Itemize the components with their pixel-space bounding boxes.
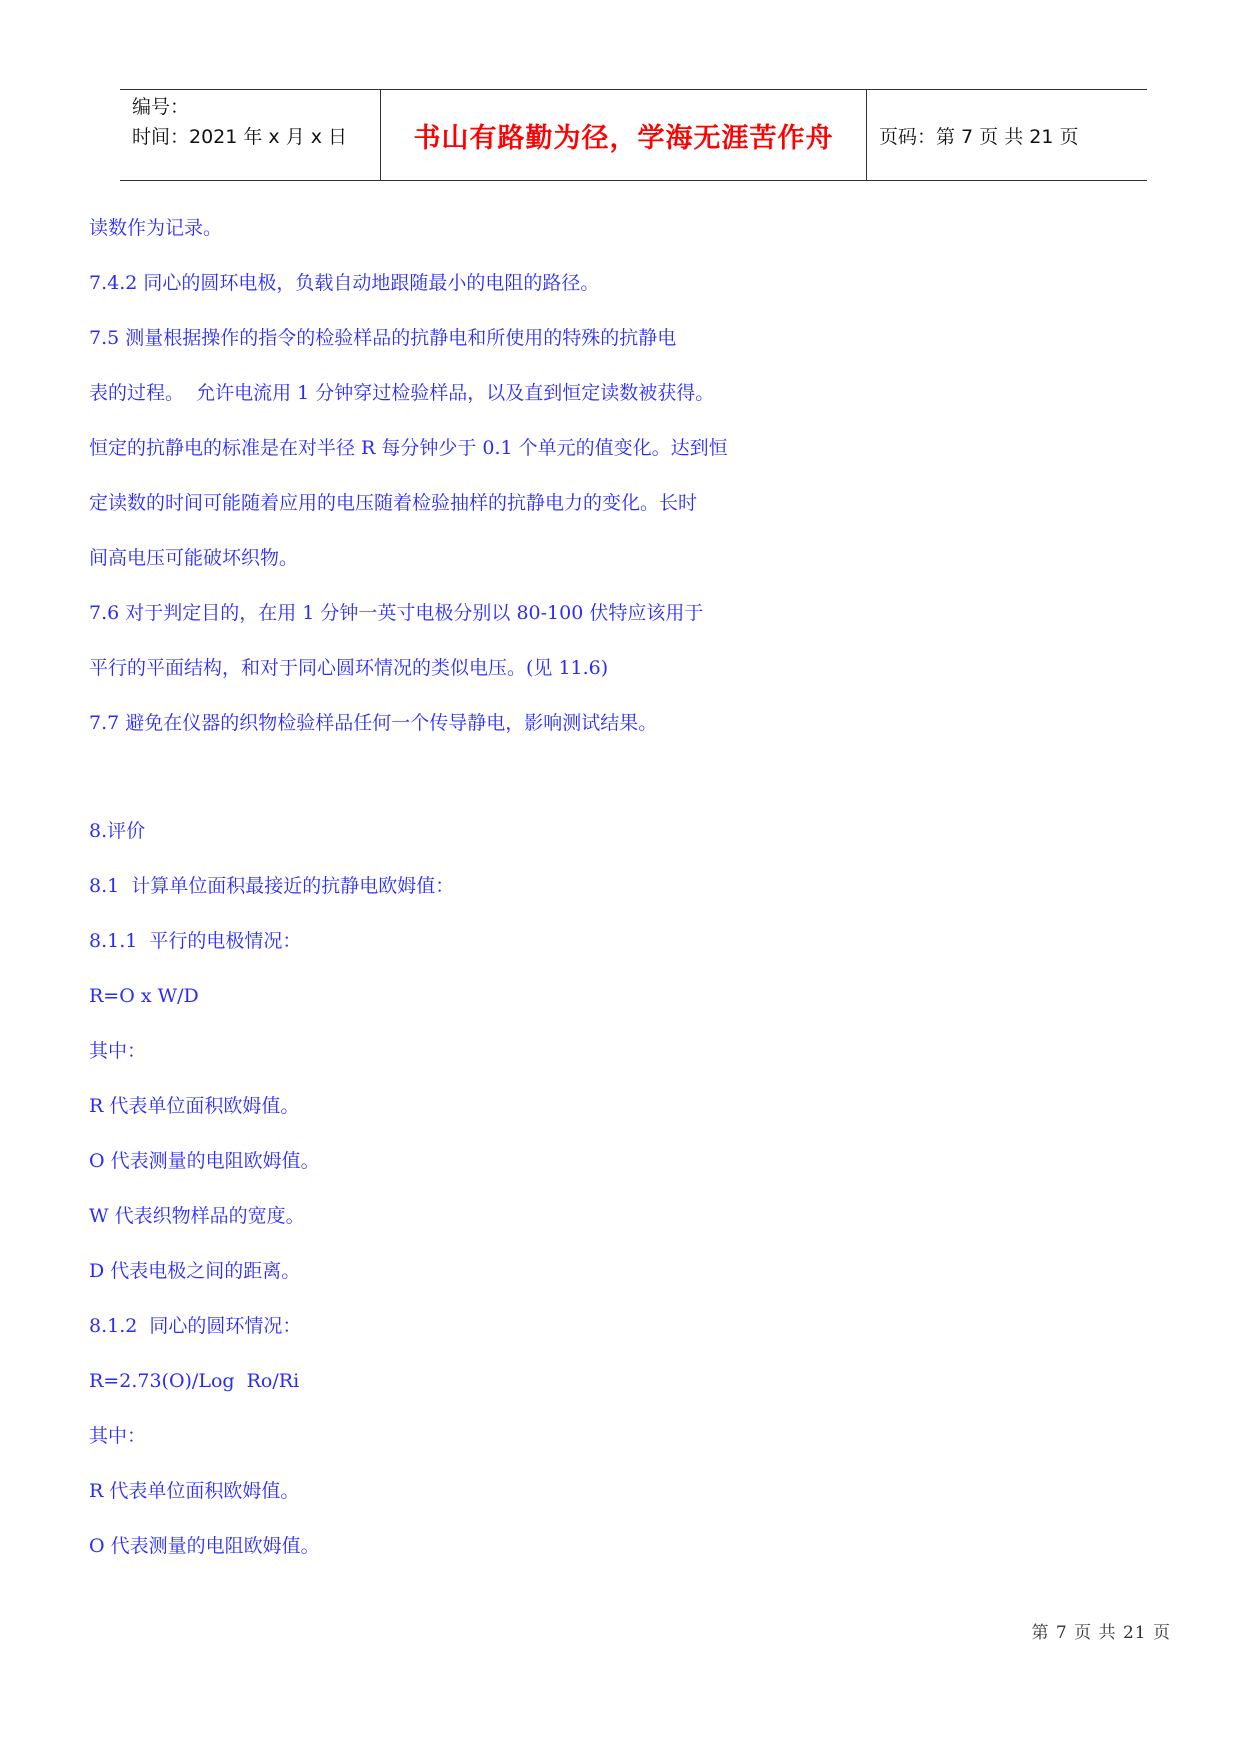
body-line: 间高电压可能破坏织物。 (89, 547, 299, 569)
body-line: 读数作为记录。 (89, 217, 223, 239)
body-line: O 代表测量的电阻欧姆值。 (89, 1150, 320, 1172)
header-motto-cell (380, 90, 867, 180)
body-line: 定读数的时间可能随着应用的电压随着检验抽样的抗静电力的变化。长时 (89, 492, 698, 514)
document-number-label: 编号： (132, 96, 190, 118)
page-footer: 第 7 页 共 21 页 (1031, 1623, 1171, 1643)
header-motto: 书山有路勤为径，学海无涯苦作舟 (413, 122, 834, 154)
body-line: 8.1.1 平行的电极情况： (89, 930, 302, 952)
body-line: R 代表单位面积欧姆值。 (89, 1480, 300, 1502)
document-body (89, 213, 1149, 1586)
page-header (120, 89, 1147, 181)
section-heading: 8.评价 (89, 820, 146, 842)
header-info (120, 90, 380, 180)
body-line: W 代表织物样品的宽度。 (89, 1205, 305, 1227)
body-line: 恒定的抗静电的标准是在对半径 R 每分钟少于 0.1 个单元的值变化。达到恒 (89, 437, 728, 459)
body-line: 平行的平面结构，和对于同心圆环情况的类似电压。(见 11.6) (89, 657, 609, 679)
body-line: 7.4.2 同心的圆环电极，负载自动地跟随最小的电阻的路径。 (89, 272, 600, 294)
body-line: D 代表电极之间的距离。 (89, 1260, 301, 1282)
header-page-code-cell (867, 90, 1147, 180)
paragraph-gap (89, 763, 1149, 816)
header-page-code: 页码：第 7 页 共 21 页 (879, 125, 1079, 148)
formula-line: R=O x W/D (89, 985, 199, 1007)
body-line: 7.5 测量根据操作的指令的检验样品的抗静电和所使用的特殊的抗静电 (89, 327, 677, 349)
body-line: 8.1 计算单位面积最接近的抗静电欧姆值： (89, 875, 455, 897)
body-line: 7.7 避免在仪器的织物检验样品任何一个传导静电，影响测试结果。 (89, 712, 658, 734)
body-line: R 代表单位面积欧姆值。 (89, 1095, 300, 1117)
body-line: 表的过程。 允许电流用 1 分钟穿过检验样品，以及直到恒定读数被获得。 (89, 382, 715, 404)
body-line: 其中： (89, 1040, 147, 1062)
body-line: O 代表测量的电阻欧姆值。 (89, 1535, 320, 1557)
formula-line: R=2.73(O)/Log Ro/Ri (89, 1370, 300, 1392)
body-line: 8.1.2 同心的圆环情况： (89, 1315, 302, 1337)
body-line: 其中： (89, 1425, 147, 1447)
document-time-label: 时间：2021 年 x 月 x 日 (132, 126, 348, 148)
body-line: 7.6 对于判定目的，在用 1 分钟一英寸电极分别以 80-100 伏特应该用于 (89, 602, 704, 624)
